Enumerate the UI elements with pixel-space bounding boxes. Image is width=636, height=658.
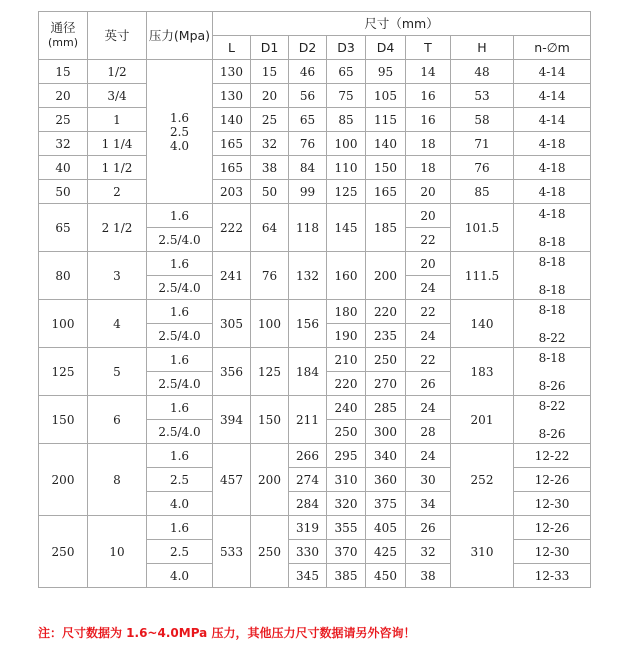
cell-dn: 125 [39, 348, 88, 396]
cell-n [514, 204, 591, 252]
n-line: 8-22 [538, 398, 566, 413]
cell-d4: 340 [366, 444, 406, 468]
cell-d3: 65 [327, 60, 366, 84]
header-col-n: n-∅m [514, 36, 591, 60]
header-col-d4: D4 [366, 36, 406, 60]
pressure-line: 1.6 [169, 110, 190, 125]
cell-d1: 150 [251, 396, 289, 444]
cell-h: 111.5 [451, 252, 514, 300]
cell-l: 356 [213, 348, 251, 396]
cell-d3: 295 [327, 444, 366, 468]
cell-inch: 10 [88, 516, 147, 588]
table-row [39, 252, 591, 276]
cell-d3: 250 [327, 420, 366, 444]
cell-d3: 320 [327, 492, 366, 516]
cell-d1: 32 [251, 132, 289, 156]
cell-l: 305 [213, 300, 251, 348]
cell-t: 20 [406, 204, 451, 228]
table-row [39, 204, 591, 228]
cell-pressure: 4.0 [147, 564, 213, 588]
cell-h: 140 [451, 300, 514, 348]
cell-d3: 370 [327, 540, 366, 564]
cell-t: 16 [406, 108, 451, 132]
cell-d3: 160 [327, 252, 366, 300]
cell-d1: 38 [251, 156, 289, 180]
cell-d1: 125 [251, 348, 289, 396]
cell-d2: 319 [289, 516, 327, 540]
cell-dn: 50 [39, 180, 88, 204]
cell-pressure: 2.5 [147, 540, 213, 564]
cell-d3: 100 [327, 132, 366, 156]
cell-d1: 20 [251, 84, 289, 108]
n-line: 8-18 [538, 302, 566, 317]
cell-pressure: 1.6 [147, 396, 213, 420]
cell-n: 12-33 [514, 564, 591, 588]
cell-d4: 270 [366, 372, 406, 396]
cell-l: 457 [213, 444, 251, 516]
cell-pressure: 1.6 [147, 348, 213, 372]
cell-d2: 46 [289, 60, 327, 84]
cell-l: 165 [213, 132, 251, 156]
table-row [39, 396, 591, 420]
cell-n: 4-18 [514, 180, 591, 204]
cell-dn: 150 [39, 396, 88, 444]
cell-n: 12-26 [514, 516, 591, 540]
table-row [39, 60, 591, 84]
cell-n: 12-30 [514, 540, 591, 564]
cell-l: 130 [213, 84, 251, 108]
cell-pressure: 2.5/4.0 [147, 372, 213, 396]
cell-l: 533 [213, 516, 251, 588]
cell-n: 12-22 [514, 444, 591, 468]
cell-d1: 64 [251, 204, 289, 252]
cell-t: 24 [406, 324, 451, 348]
cell-d4: 450 [366, 564, 406, 588]
cell-d1: 200 [251, 444, 289, 516]
cell-pressure: 1.6 [147, 204, 213, 228]
cell-d3: 190 [327, 324, 366, 348]
cell-dn: 250 [39, 516, 88, 588]
cell-pressure: 1.6 [147, 516, 213, 540]
cell-d4: 300 [366, 420, 406, 444]
cell-t: 24 [406, 444, 451, 468]
n-line: 8-22 [538, 330, 566, 345]
pressure-line: 4.0 [169, 138, 190, 153]
cell-n: 4-14 [514, 84, 591, 108]
cell-inch: 2 [88, 180, 147, 204]
cell-pressure-shared [147, 60, 213, 204]
n-line: 8-18 [538, 282, 566, 297]
cell-inch: 1 1/4 [88, 132, 147, 156]
cell-pressure: 2.5/4.0 [147, 420, 213, 444]
cell-d4: 425 [366, 540, 406, 564]
cell-t: 24 [406, 396, 451, 420]
cell-dn: 100 [39, 300, 88, 348]
cell-d1: 250 [251, 516, 289, 588]
cell-d2: 156 [289, 300, 327, 348]
header-dimensions: 尺寸（mm） [213, 12, 591, 36]
cell-t: 22 [406, 228, 451, 252]
cell-h: 201 [451, 396, 514, 444]
cell-d2: 330 [289, 540, 327, 564]
cell-n: 4-14 [514, 60, 591, 84]
cell-d1: 15 [251, 60, 289, 84]
cell-d1: 100 [251, 300, 289, 348]
cell-dn: 65 [39, 204, 88, 252]
cell-dn: 25 [39, 108, 88, 132]
cell-d4: 185 [366, 204, 406, 252]
table-row [39, 132, 591, 156]
cell-pressure: 2.5/4.0 [147, 324, 213, 348]
cell-d1: 25 [251, 108, 289, 132]
n-line: 4-18 [538, 206, 566, 221]
cell-pressure: 2.5/4.0 [147, 276, 213, 300]
cell-d2: 118 [289, 204, 327, 252]
cell-pressure: 4.0 [147, 492, 213, 516]
cell-pressure: 1.6 [147, 252, 213, 276]
cell-dn: 15 [39, 60, 88, 84]
cell-d4: 200 [366, 252, 406, 300]
table-row [39, 156, 591, 180]
cell-inch: 1 [88, 108, 147, 132]
header-col-d2: D2 [289, 36, 327, 60]
cell-d3: 180 [327, 300, 366, 324]
cell-n [514, 252, 591, 300]
cell-h: 58 [451, 108, 514, 132]
cell-d4: 150 [366, 156, 406, 180]
cell-h: 183 [451, 348, 514, 396]
cell-d2: 274 [289, 468, 327, 492]
cell-t: 26 [406, 372, 451, 396]
cell-dn: 20 [39, 84, 88, 108]
table-row [39, 300, 591, 324]
table-row [39, 108, 591, 132]
cell-t: 34 [406, 492, 451, 516]
cell-d3: 355 [327, 516, 366, 540]
cell-d2: 266 [289, 444, 327, 468]
header-col-h: H [451, 36, 514, 60]
cell-n [514, 396, 591, 444]
cell-inch: 5 [88, 348, 147, 396]
cell-l: 130 [213, 60, 251, 84]
cell-d2: 65 [289, 108, 327, 132]
cell-h: 53 [451, 84, 514, 108]
header-dn [39, 12, 88, 60]
cell-h: 48 [451, 60, 514, 84]
cell-l: 203 [213, 180, 251, 204]
n-line: 8-26 [538, 378, 566, 393]
cell-d3: 110 [327, 156, 366, 180]
cell-t: 22 [406, 348, 451, 372]
cell-dn: 40 [39, 156, 88, 180]
pressure-line: 2.5 [169, 124, 190, 139]
cell-d4: 165 [366, 180, 406, 204]
cell-n [514, 348, 591, 396]
cell-h: 71 [451, 132, 514, 156]
header-pressure: 压力(Mpa) [147, 12, 213, 60]
cell-d2: 99 [289, 180, 327, 204]
cell-pressure: 2.5/4.0 [147, 228, 213, 252]
cell-inch: 1/2 [88, 60, 147, 84]
cell-t: 14 [406, 60, 451, 84]
cell-t: 16 [406, 84, 451, 108]
table-row [39, 516, 591, 540]
cell-dn: 80 [39, 252, 88, 300]
cell-d2: 284 [289, 492, 327, 516]
cell-d4: 285 [366, 396, 406, 420]
cell-t: 28 [406, 420, 451, 444]
table-row [39, 444, 591, 468]
header-col-d3: D3 [327, 36, 366, 60]
cell-d4: 375 [366, 492, 406, 516]
cell-d4: 220 [366, 300, 406, 324]
cell-inch: 2 1/2 [88, 204, 147, 252]
cell-inch: 6 [88, 396, 147, 444]
n-line: 8-18 [538, 254, 566, 269]
cell-inch: 8 [88, 444, 147, 516]
header-inch: 英寸 [88, 12, 147, 60]
cell-h: 101.5 [451, 204, 514, 252]
cell-d3: 240 [327, 396, 366, 420]
cell-dn: 200 [39, 444, 88, 516]
cell-n [514, 300, 591, 348]
table-row [39, 348, 591, 372]
header-dn-label: 通径 [50, 20, 76, 35]
cell-d3: 85 [327, 108, 366, 132]
cell-d4: 360 [366, 468, 406, 492]
cell-t: 26 [406, 516, 451, 540]
cell-n: 4-14 [514, 108, 591, 132]
cell-d4: 405 [366, 516, 406, 540]
n-line: 8-26 [538, 426, 566, 441]
cell-d4: 250 [366, 348, 406, 372]
cell-d1: 76 [251, 252, 289, 300]
n-line: 8-18 [538, 234, 566, 249]
cell-t: 32 [406, 540, 451, 564]
cell-t: 22 [406, 300, 451, 324]
cell-d4: 235 [366, 324, 406, 348]
footnote: 注：尺寸数据为 1.6~4.0MPa 压力，其他压力尺寸数据请另外咨询！ [38, 626, 416, 640]
cell-t: 20 [406, 180, 451, 204]
table-row [39, 84, 591, 108]
cell-t: 20 [406, 252, 451, 276]
cell-inch: 3 [88, 252, 147, 300]
cell-d4: 95 [366, 60, 406, 84]
cell-inch: 4 [88, 300, 147, 348]
cell-inch: 3/4 [88, 84, 147, 108]
n-line: 8-18 [538, 350, 566, 365]
cell-n: 4-18 [514, 132, 591, 156]
valve-dimension-table [38, 11, 591, 588]
cell-d2: 184 [289, 348, 327, 396]
cell-d3: 385 [327, 564, 366, 588]
header-col-l: L [213, 36, 251, 60]
cell-n: 4-18 [514, 156, 591, 180]
cell-l: 394 [213, 396, 251, 444]
cell-d4: 115 [366, 108, 406, 132]
cell-t: 30 [406, 468, 451, 492]
cell-d4: 105 [366, 84, 406, 108]
cell-t: 38 [406, 564, 451, 588]
cell-d3: 145 [327, 204, 366, 252]
cell-h: 252 [451, 444, 514, 516]
cell-d2: 132 [289, 252, 327, 300]
cell-t: 18 [406, 132, 451, 156]
cell-pressure: 1.6 [147, 300, 213, 324]
cell-h: 76 [451, 156, 514, 180]
cell-n: 12-30 [514, 492, 591, 516]
header-col-d1: D1 [251, 36, 289, 60]
cell-d3: 75 [327, 84, 366, 108]
cell-d4: 140 [366, 132, 406, 156]
cell-d2: 84 [289, 156, 327, 180]
cell-dn: 32 [39, 132, 88, 156]
cell-pressure: 1.6 [147, 444, 213, 468]
cell-d2: 345 [289, 564, 327, 588]
cell-h: 310 [451, 516, 514, 588]
cell-d3: 310 [327, 468, 366, 492]
cell-l: 140 [213, 108, 251, 132]
table-row [39, 180, 591, 204]
cell-h: 85 [451, 180, 514, 204]
cell-l: 241 [213, 252, 251, 300]
cell-d1: 50 [251, 180, 289, 204]
header-col-t: T [406, 36, 451, 60]
cell-l: 222 [213, 204, 251, 252]
header-dn-unit: (mm) [47, 36, 78, 49]
cell-d2: 56 [289, 84, 327, 108]
cell-inch: 1 1/2 [88, 156, 147, 180]
cell-d3: 210 [327, 348, 366, 372]
cell-t: 18 [406, 156, 451, 180]
cell-d3: 220 [327, 372, 366, 396]
cell-pressure: 2.5 [147, 468, 213, 492]
cell-d2: 211 [289, 396, 327, 444]
cell-d2: 76 [289, 132, 327, 156]
cell-t: 24 [406, 276, 451, 300]
cell-l: 165 [213, 156, 251, 180]
cell-d3: 125 [327, 180, 366, 204]
cell-n: 12-26 [514, 468, 591, 492]
